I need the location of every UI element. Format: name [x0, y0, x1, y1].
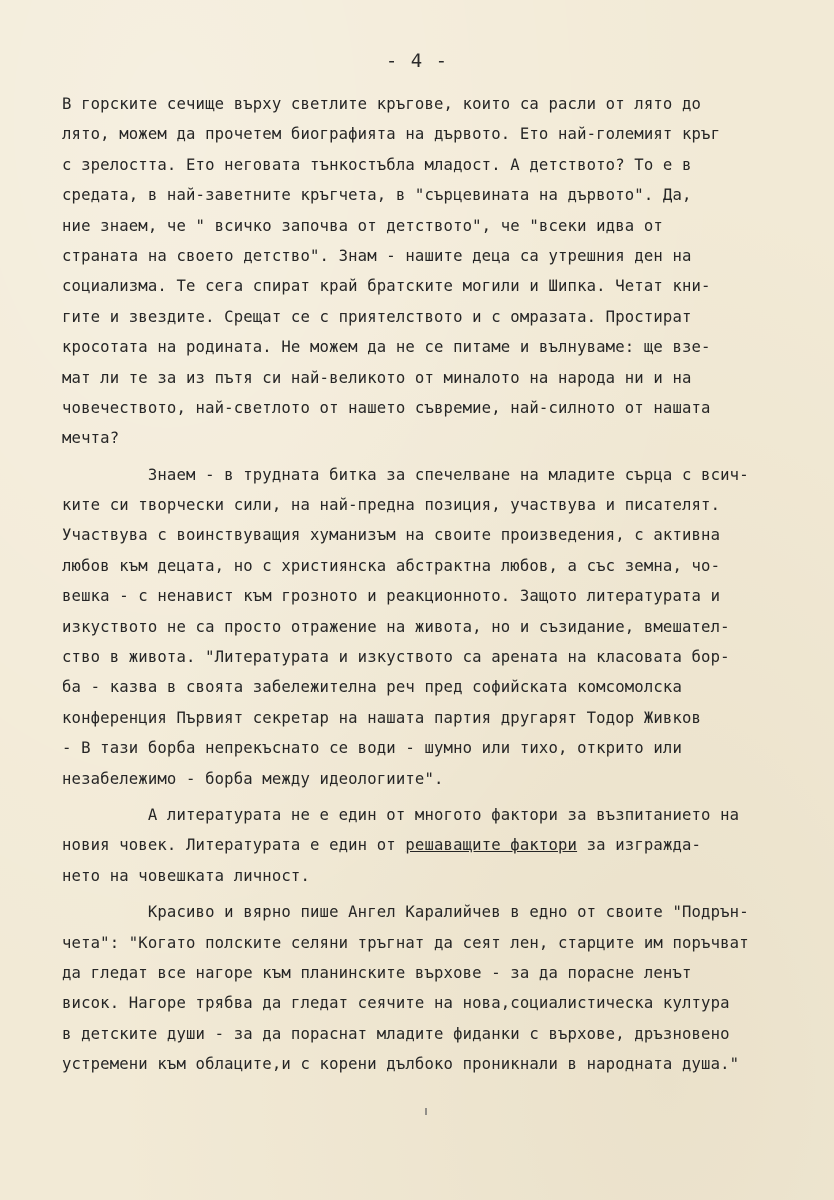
text-line: мат ли те за из пътя си най-великото от миналото на народа ни и на — [62, 368, 692, 387]
text-line: устремени към облаците,и с корени дълбоко проникнали в народната душа." — [62, 1055, 740, 1074]
text-line: Участвува с воинствуващия хуманизъм на своите произведения, с активна — [62, 526, 721, 545]
paragraph-3 — [62, 800, 792, 891]
text-line: А литературата не е един от многото фактори за възпитанието на — [62, 805, 740, 824]
text-line: ките си творчески сили, на най-предна позиция, участвува и писателят. — [62, 496, 721, 515]
text-line: висок. Нагоре трябва да гледат сеячите на нова,социалистическа култура — [62, 994, 730, 1013]
text-line: ство в живота. "Литературата и изкуството са арената на класовата бор- — [62, 648, 730, 667]
text-line: социализма. Те сега спират край братските могили и Шипка. Четат кни- — [62, 277, 711, 296]
text-line: Знаем - в трудната битка за спечелване на младите сърца с всич- — [62, 465, 749, 484]
text-line: незабележимо - борба между идеологиите". — [62, 769, 444, 788]
text-line: чета": "Когато полските селяни тръгнат да сеят лен, старците им поръчват — [62, 933, 749, 952]
text-line: човечеството, най-светлото от нашето съвремие, най-силното от нашата — [62, 398, 711, 417]
text-line: гите и звездите. Срещат се с приятелството и с омразата. Простират — [62, 307, 692, 326]
text-line: - В тази борба непрекъснато се води - шумно или тихо, открито или — [62, 739, 682, 758]
paragraph-2 — [62, 460, 792, 794]
text-line: кросотата на родината. Не можем да не се питаме и вълнуваме: ще взе- — [62, 338, 711, 357]
text-line: страната на своето детство". Знам - нашите деца са утрешния ден на — [62, 246, 692, 265]
text-line: конференция Първият секретар на нашата партия другарят Тодор Живков — [62, 708, 702, 727]
stray-ink-mark — [425, 1108, 427, 1115]
text-line: средата, в най-заветните кръгчета, в "сърцевината на дървото". Да, — [62, 186, 692, 205]
underlined-phrase: решаващите фактори — [405, 836, 578, 855]
text-line: ние знаем, че " всичко започва от детството", че "всеки идва от — [62, 216, 663, 235]
page-number: - 4 - — [385, 50, 449, 72]
text-line: ба - казва в своята забележителна реч пред софийската комсомолска — [62, 678, 682, 697]
paragraph-1 — [62, 89, 792, 454]
text-line: лято, можем да прочетем биографията на дървото. Ето най-големият кръг — [62, 125, 721, 144]
text-line: мечта? — [62, 429, 120, 448]
paragraph-4 — [62, 897, 792, 1079]
text-line: Красиво и вярно пише Ангел Каралийчев в едно от своите "Подрън- — [62, 903, 749, 922]
text-line: изкуството не са просто отражение на живота, но и съзидание, вмешател- — [62, 617, 730, 636]
text-line: в детските души - за да пораснат младите фиданки с върхове, дръзновено — [62, 1024, 730, 1043]
text-line: В горските сечище върху светлите кръгове, които са расли от лято до — [62, 95, 702, 113]
text-line: вешка - с ненавист към грозното и реакционното. Защото литературата и — [62, 587, 721, 606]
text-line: любов към децата, но с християнска абстрактна любов, а със земна, чо- — [62, 556, 721, 575]
text-line: нето на човешката личност. — [62, 866, 310, 885]
text-line: с зрелостта. Ето неговата тънкостъбла младост. А детството? То е в — [62, 155, 692, 174]
text-line: да гледат все нагоре към планинските върхове - за да порасне ленът — [62, 963, 692, 982]
text-line-with-underline: новия човек. Литературата е един от решаващите фактори за изграждa- — [62, 836, 702, 855]
document-body — [62, 89, 792, 1080]
